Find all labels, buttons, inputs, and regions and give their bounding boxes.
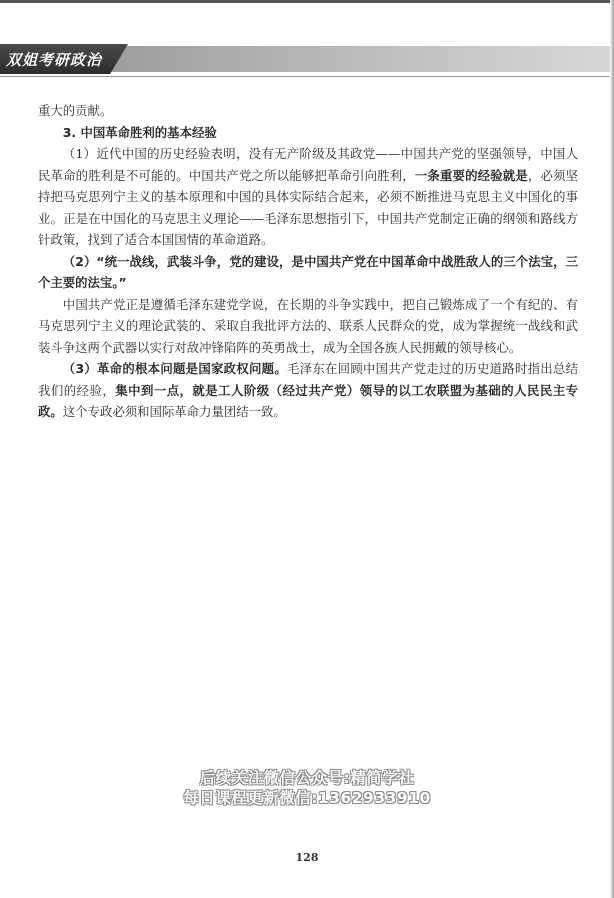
paragraph-text: （1）近代中国的历史经验表明，没有无产阶级及其政党——中国共产党的坚强领导，中国人民革命的胜利是不可能的。中国共产党之所以能够把革命引向胜利， [38,146,578,183]
watermark-line-2: 每日课程更新微信:1362933910 [183,789,431,807]
section-heading: 3. 中国革命胜利的基本经验 [62,124,217,140]
running-header-title: 双姐考研政治 [6,51,103,69]
paragraph-text: 这个专政必须和国际革命力量团结一致。 [62,404,286,419]
paragraph-text: 毛泽东在回顾中国共产党走过的历史道路时指出总结我们的经验， [38,361,579,398]
continuation-paragraph: 重大的贡献。 [38,103,113,118]
bold-phrase: 一条重要的经验就是 [414,167,528,183]
paragraph-text: ，必须坚持把马克思列宁主义的基本原理和中国的具体实际结合起来，必须不断推进马克思主义中国化的事业。正是在中国化的马克思主义理论——毛泽东思想指引下，中国共产党制定正确的纲领和路线方针政策，找到了适合本国国情的革命道路。 [38,167,579,247]
page-number: 128 [295,851,319,864]
watermark-line-1: 后续关注微信公众号:精简学社 [199,769,415,787]
top-border [0,0,614,3]
paragraph-experience-1 [38,143,578,251]
paragraph-experience-3 [38,358,578,423]
page-body [38,100,578,423]
bold-phrase: （3）革命的根本问题是国家政权问题。 [62,361,287,376]
bold-phrase: 集中到一点，就是工人阶级（经过共产党）领导的以工农联盟为基础的人民民主专政。 [38,382,579,419]
header-divider [0,76,614,77]
page-edge-shadow [610,0,614,898]
paragraph-experience-2: （2）“统一战线，武装斗争，党的建设，是中国共产党在中国革命中战胜敌人的三个法宝，三个主要的法宝。” [38,253,578,290]
paragraph-party-building: 中国共产党正是遵循毛泽东建党学说，在长期的斗争实践中，把自己锻炼成了一个有纪的、有马克思列宁主义的理论武装的、采取自我批评方法的、联系人民群众的党，成为掌握统一战线和武装斗争这两个武器以实行对敌冲锋陷阵的英勇战士，成为全国各族人民拥戴的领导核心。 [38,296,578,355]
watermark [0,768,614,808]
